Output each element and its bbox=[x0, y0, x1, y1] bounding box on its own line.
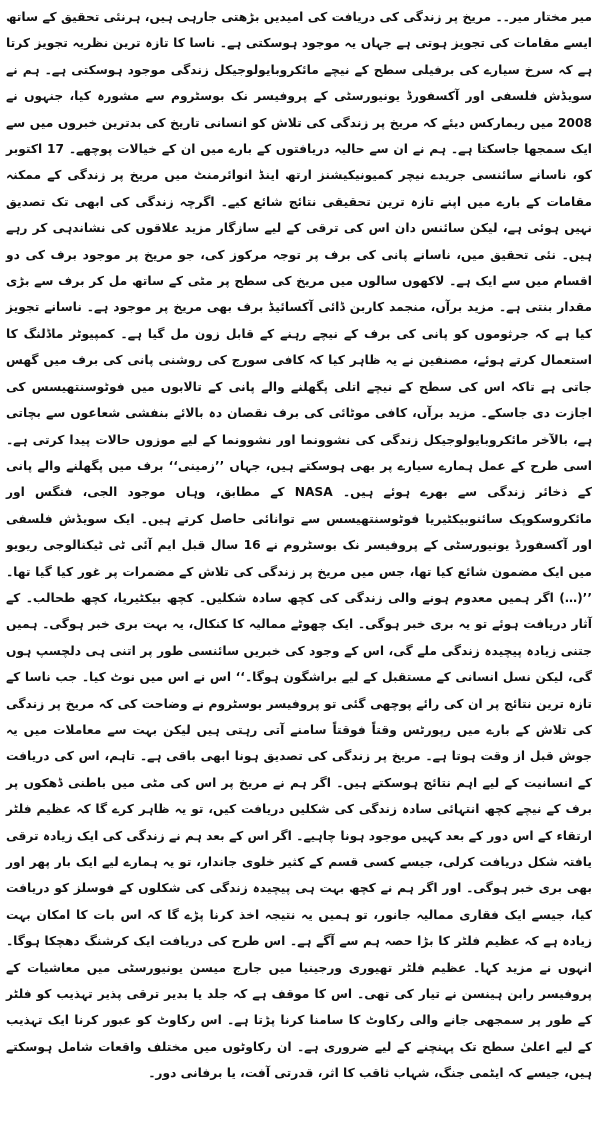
article-body-text: میر مختار میر۔۔ مریخ پر زندگی کی دریافت کی امیدیں بڑھتی جارہی ہیں، ہرنئی تحقیق کے ساتھ ایسے مقامات کی تجویز ہوتی ہے جہاں یہ موجود ہوسکتی ہے۔ ناسا کا تازہ ترین نظریہ تجویز کرتا ہے کہ سرخ سیارے کی برفیلی سطح کے نیچے مائکروبایولوجیکل زندگی موجود ہوسکتی ہے۔ ہم نے سویڈش فلسفی اور آکسفورڈ یونیورسٹی کے پروفیسر نک بوسٹروم سے مشورہ کیا، جنہوں نے 2008 میں ریمارکس دیئے کہ مریخ پر زندگی کی تلاش کو انسانی تاریخ کی بدترین خبروں میں سے ایک سمجھا جاسکتا ہے۔ ہم نے ان سے حالیہ دریافتوں کے بارے میں ان کے خیالات پوچھے۔ 17 اکتوبر کو، ناسانے سائنسی جریدے نیچر کمیونیکیشنز ارتھ اینڈ انوائرمنٹ میں مریخ پر زندگی کے ممکنہ مقامات کے بارے میں اپنے تازہ ترین تحقیقی نتائج شائع کیے۔ اگرچہ زندگی کی ابھی تک تصدیق نہیں ہوئی ہے، لیکن سائنس دان اس کی ترقی کے لیے سازگار مزید علاقوں کی نشاندہی کر رہے ہیں۔ نئی تحقیق میں، ناسانے پانی کی برف پر توجہ مرکوز کی، جو مریخ پر موجود برف کی دو اقسام میں سے ایک ہے۔ لاکھوں سالوں میں مریخ کی سطح پر مٹی کے ساتھ مل کر برف سے بڑی مقدار بنتی ہے۔ مزید برآں، منجمد کاربن ڈائی آکسائیڈ برف بھی مریخ پر موجود ہے۔ ناسانے تجویز کیا ہے کہ جرثوموں کو پانی کی برف کے نیچے رہنے کے قابل زون مل گیا ہے۔ کمپیوٹر ماڈلنگ کا استعمال کرتے ہوئے، مصنفین نے یہ ظاہر کیا کہ کافی سورج کی روشنی پانی کی برف میں گھس جاتی ہے تاکہ اس کی سطح کے نیچے اتلی پگھلنے والے پانی کے تالابوں میں فوٹوسنتھیسس کی اجازت دی جاسکے۔ مزید برآں، کافی موٹائی کی برف نقصان دہ بالائے بنفشی شعاعوں سے بچاتی ہے، بالآخر مائکروبایولوجیکل زندگی کی نشوونما اور نشوونما کے لیے موزوں حالات پیدا کرتی ہے۔ اسی طرح کے عمل ہمارے سیارے پر بھی ہوسکتے ہیں، جہاں ’’زمینی‘‘ برف میں پگھلنے والے پانی کے ذخائر زندگی سے بھرے ہوئے ہیں۔ NASA کے مطابق، وہاں موجود الجی، فنگس اور مائکروسکوپک سائنوبیکٹیریا فوٹوسنتھیسس سے توانائی حاصل کرتے ہیں۔ ایک سویڈش فلسفی اور آکسفورڈ یونیورسٹی کے پروفیسر نک بوسٹروم نے 16 سال قبل ایم آئی ٹی ٹیکنالوجی ریویو میں ایک مضمون شائع کیا تھا، جس میں مریخ پر زندگی کی تلاش کے مضمرات پر غور کیا گیا تھا۔ ’’(…) اگر ہمیں معدوم ہونے والی زندگی کی کچھ سادہ شکلیں۔ کچھ بیکٹیریا، کچھ طحالب۔ کے آثار دریافت ہوئے تو یہ بری خبر ہوگی۔ ایک چھوٹے ممالیہ کا کنکال، یہ بہت بری خبر ہوگی۔ ہمیں جتنی زیادہ پیچیدہ زندگی ملے گی، اس کے وجود کی خبریں سائنسی طور پر اتنی ہی دلچسپ ہوں گی، لیکن نسل انسانی کے مستقبل کے لیے براشگون ہوگا۔‘‘ اس نے اس میں نوٹ کیا۔ جب ناسا کے تازہ ترین نتائج پر ان کی رائے پوچھی گئی تو پروفیسر بوسٹروم نے وضاحت کی کہ مریخ پر زندگی کی تلاش کے بارے میں رپورٹس وقتاً فوقتاً سامنے آتی رہتی ہیں لیکن بہت سے معاملات میں یہ جوش قبل از وقت ہوتا ہے۔ مریخ پر زندگی کی تصدیق ہونا ابھی باقی ہے۔ تاہم، اس کی دریافت کے انسانیت کے لیے اہم نتائج ہوسکتے ہیں۔ اگر ہم نے مریخ پر اس کی مٹی میں باطنی ڈھکوں پر برف کے نیچے کچھ انتہائی سادہ زندگی کی شکلیں دریافت کیں، تو یہ ظاہر کرے گا کہ عظیم فلٹر ارتقاء کے اس دور کے بعد کہیں موجود ہونا چاہیے۔ اگر اس کے بعد ہم نے زندگی کی ایک زیادہ ترقی یافتہ شکل دریافت کرلی، جیسے کسی قسم کے کثیر خلوی جاندار، تو یہ ہمارے لیے ایک بار پھر اور بھی بری خبر ہوگی۔ اور اگر ہم نے کچھ بہت ہی پیچیدہ زندگی کی شکلوں کے فوسلز کو دریافت کیا، جیسے ایک فقاری ممالیہ جانور، تو ہمیں یہ نتیجہ اخذ کرنا پڑے گا کہ اس بات کا امکان بہت زیادہ ہے کہ عظیم فلٹر کا بڑا حصہ ہم سے آگے ہے۔ اس طرح کی دریافت ایک کرشنگ دھچکا ہوگا۔ انہوں نے مزید کہا۔ عظیم فلٹر تھیوری ورجینیا میں جارج میسن یونیورسٹی میں معاشیات کے پروفیسر رابن ہینسن نے تیار کی تھی۔ اس کا موقف ہے کہ جلد یا بدیر ترقی پذیر تہذیب کو فلٹر کے طور پر سمجھی جانے والی رکاوٹ کا سامنا کرنا پڑتا ہے۔ اس رکاوٹ کو عبور کرنا ایک تہذیب کے لیے اعلیٰ سطح تک پہنچنے کے لیے ضروری ہے۔ ان رکاوٹوں میں مختلف واقعات شامل ہوسکتے ہیں، جیسے کہ ایٹمی جنگ، شہاب ثاقب کا اثر، قدرتی آفت، یا برفانی دور۔ bbox=[6, 10, 592, 1081]
